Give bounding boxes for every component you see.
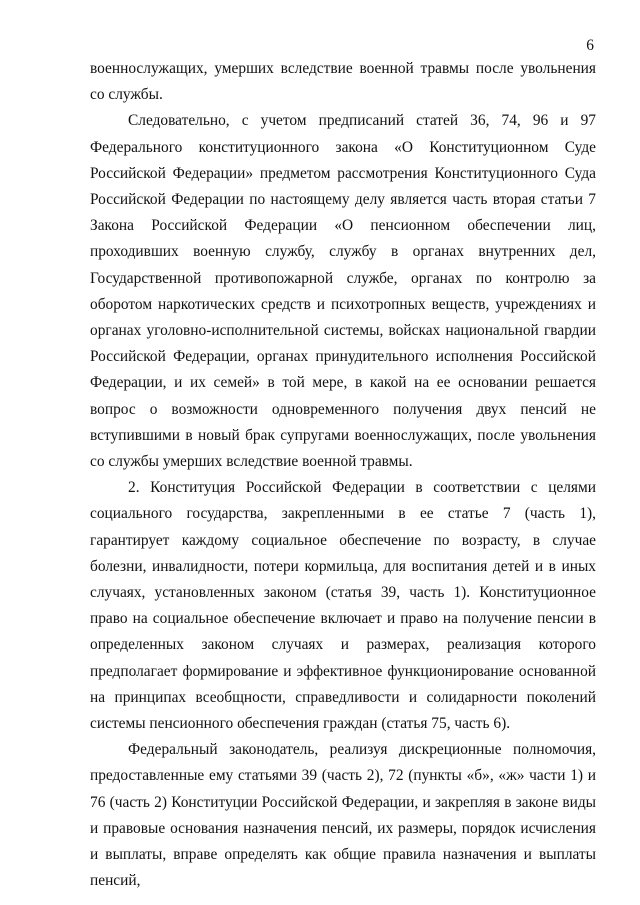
page-number: 6 bbox=[586, 37, 594, 54]
paragraph-federal-legislator: Федеральный законодатель, реализуя дискреционные полномочия, предоставленные ему статьями 39 (часть 2), 72 (пункты «б», «ж» части 1) и 76 (часть 2) Конституции Российской Федерации, и закрепляя в законе виды и правовые основания назначения пенсий, их размеры, порядок исчисления и выплаты, вправе определять как общие правила назначения и выплаты пенсий, bbox=[90, 741, 596, 890]
paragraph-continuation: военнослужащих, умерших вследствие военной травмы после увольнения со службы. bbox=[90, 60, 596, 104]
paragraph-subject-of-review: Следовательно, с учетом предписаний статей 36, 74, 96 и 97 Федерального конституционного закона «О Конституционном Суде Российской Федерации» предметом рассмотрения Конституционного Суда Российской Федерации по настоящему делу является часть вторая статьи 7 Закона Российской Федерации «О пенсионном обеспечении лиц, проходивших военную службу, службу в органах внутренних дел, Государственной противопожарной службе, органах по контролю за оборотом наркотических средств и психотропных веществ, учреждениях и органах уголовно-исполнительной системы, войсках национальной гвардии Российской Федерации, органах принудительного исполнения Российской Федерации, и их семей» в той мере, в какой на ее основании решается вопрос о возможности одновременного получения двух пенсий не вступившими в новый брак супругами военнослужащих, после увольнения со службы умерших вследствие военной травмы. bbox=[90, 112, 596, 471]
document-body bbox=[90, 56, 596, 895]
paragraph-section-2: 2. Конституция Российской Федерации в соответствии с целями социального государства, закрепленными в ее статье 7 (часть 1), гарантирует каждому социальное обеспечение по возрасту, в случае болезни, инвалидности, потери кормильца, для воспитания детей и в иных случаях, установленных законом (статья 39, часть 1). Конституционное право на социальное обеспечение включает и право на получение пенсии в определенных законом случаях и размерах, реализация которого предполагает формирование и эффективное функционирование основанной на принципах всеобщности, справедливости и солидарности поколений системы пенсионного обеспечения граждан (статья 75, часть 6). bbox=[90, 479, 596, 733]
